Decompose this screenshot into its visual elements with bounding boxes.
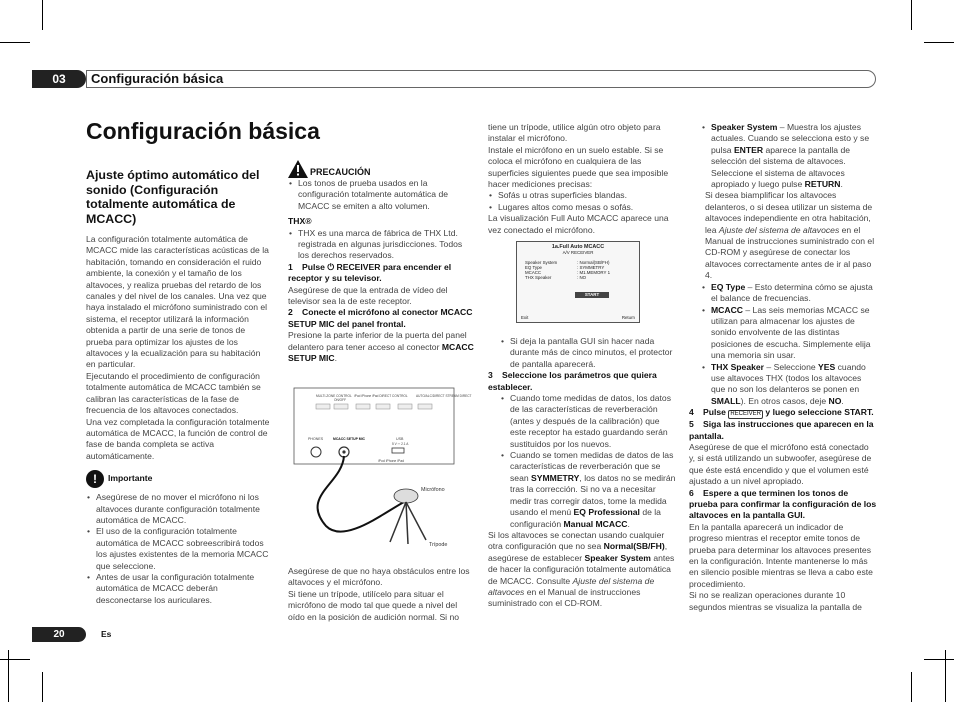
paragraph: Ejecutando el procedimiento de configuración totalmente automática de MCACC también se calibran las características de la fase de frecuencia de los altavoces conectados. bbox=[86, 370, 261, 416]
crop-mark bbox=[924, 659, 954, 660]
screen-row[interactable] bbox=[525, 275, 631, 280]
panel-button bbox=[316, 404, 330, 409]
panel-button bbox=[356, 404, 370, 409]
panel-button bbox=[376, 404, 390, 409]
crop-mark bbox=[0, 42, 30, 43]
text: – Muestra los ajustes actuales. Cuando se selecciona esto y se pulsa bbox=[711, 122, 870, 155]
column-3-bottom bbox=[488, 336, 678, 610]
receiver-button-icon: RECEIVER bbox=[730, 411, 762, 418]
row-value: : M1.MEMORY 1 bbox=[577, 270, 611, 276]
column-3 bbox=[488, 122, 678, 236]
step-text: Siga las instrucciones que aparecen en la pantalla. bbox=[689, 419, 874, 441]
crop-mark bbox=[8, 650, 9, 702]
warning-icon bbox=[288, 160, 308, 178]
column-2 bbox=[288, 160, 474, 365]
list-item bbox=[689, 362, 877, 408]
paragraph: Asegúrese de que la entrada de vídeo del televisor sea la de este receptor. bbox=[288, 284, 448, 307]
step-number: 2 bbox=[288, 307, 293, 318]
text: en el Manual de instrucciones suministrado con el CD-ROM y asegúrese de conectar los altavoces correctamente antes de ir al paso 4. bbox=[705, 224, 875, 281]
ipod-label: iPod iPhone iPad bbox=[378, 459, 405, 463]
column-2-bottom bbox=[288, 566, 474, 623]
paragraph bbox=[689, 190, 877, 281]
exit-label: Exit bbox=[521, 314, 529, 320]
section-heading: Ajuste óptimo automático del sonido (Configuración totalmente automática de MCACC) bbox=[86, 168, 260, 226]
crop-mark bbox=[0, 659, 30, 660]
panel-button bbox=[398, 404, 412, 409]
text: . bbox=[841, 395, 844, 406]
step-text: Seleccione los parámetros que quiera establecer. bbox=[488, 370, 657, 392]
step-2 bbox=[288, 307, 474, 330]
important-label: Importante bbox=[108, 473, 153, 484]
step-3 bbox=[488, 370, 678, 393]
paragraph: Asegúrese de que el micrófono está conectado y, si está utilizando un subwoofer, asegúrese de que éste está encendido y que el volumen esté ajustado a un nivel apropiado. bbox=[689, 441, 872, 487]
list-item: • Lugares altos como mesas o sofás. bbox=[488, 202, 678, 213]
usb-spec: 5 V ⎓ 2.1 A bbox=[392, 442, 409, 446]
bold-text: RETURN bbox=[804, 179, 841, 190]
panel-label: AUTO/ALC/DIRECT STREAM DIRECT bbox=[416, 394, 472, 398]
step-text: RECEIVER para encender el receptor y su televisor. bbox=[288, 261, 452, 284]
important-icon: ! bbox=[86, 470, 104, 488]
text: de la configuración bbox=[510, 507, 661, 529]
mic-callout: Micrófono bbox=[421, 487, 445, 493]
paragraph bbox=[288, 330, 474, 364]
panel-label: ON/OFF bbox=[334, 398, 347, 402]
step-text: Conecte el micrófono al conector MCACC SETUP MIC del panel frontal. bbox=[288, 307, 473, 329]
paragraph: La configuración totalmente automática de MCACC mide las características acústicas de la habitación, tomando en consideración el ruido ambiente, la conexión y el tamaño de los altavoces, y realiza pruebas del retardo de los canales y del nivel de los canales. Una vez que haya instalado el micrófono suministrado con el sistema, el receptor utilizará la información obtenida a partir de una serie de tonos de prueba para optimizar los ajustes de los altavoces y la ecualización para su habitación en particular. bbox=[86, 234, 269, 370]
list-item bbox=[689, 282, 877, 305]
text: Si desea biamplificar los altavoces delanteros, o si desea utilizar un sistema de altavoces independiente en otra habitación, lea bbox=[705, 190, 873, 235]
screen-rows bbox=[525, 260, 631, 281]
list-item: • Cuando tome medidas de datos, los datos de las características de reverberación (antes y después de la calibración) que este receptor ha estado guardando serán sustituidos por los nuevos. bbox=[488, 393, 678, 450]
italic-text: Ajuste del sistema de altavoces bbox=[718, 224, 840, 235]
chapter-badge: 03 bbox=[32, 70, 86, 88]
step-5 bbox=[689, 419, 877, 442]
crop-mark bbox=[911, 672, 912, 702]
tripod-leg bbox=[406, 502, 408, 544]
step-4 bbox=[689, 407, 877, 419]
page-title: Configuración básica bbox=[86, 118, 320, 144]
step-text: Espere a que terminen los tonos de prueba para confirmar la configuración de los altavoces en la pantalla GUI. bbox=[689, 487, 877, 521]
text: . bbox=[334, 353, 338, 364]
bold-text: NO bbox=[828, 395, 842, 406]
step-6 bbox=[689, 488, 877, 522]
bold-text: ENTER bbox=[733, 144, 764, 155]
power-icon: ⏻ bbox=[327, 261, 335, 272]
text: – Las seis memorias MCACC se utilizan para almacenar los ajustes de sonido envolvente de las distintas posiciones de escucha. Simplemente elija una memoria sin usar. bbox=[711, 304, 871, 361]
text: ). En otros casos, deje bbox=[740, 395, 827, 406]
list-item: • Sofás u otras superficies blandas. bbox=[488, 190, 678, 201]
bold-text: Speaker System bbox=[584, 552, 651, 563]
bold-text: SMALL bbox=[711, 395, 741, 406]
text: – Seleccione bbox=[766, 361, 816, 372]
step-number: 1 bbox=[288, 261, 293, 272]
paragraph: Si no se realizan operaciones durante 10 segundos mientras se visualiza la pantalla de bbox=[689, 590, 862, 612]
step-text: Pulse bbox=[302, 261, 325, 272]
crop-mark bbox=[911, 0, 912, 30]
paragraph: Instale el micrófono en un suelo estable. Si se coloca el micrófono en cualquiera de las superficies siguientes puede que sea imposible hacer mediciones precisas: bbox=[488, 144, 669, 190]
text: antes de hacer la configuración totalmente automática de MCACC. Consulte bbox=[488, 552, 675, 586]
list-item: • Los tonos de prueba usados en la configuración totalmente automática de MCACC se emiten a alto volumen. bbox=[288, 178, 474, 212]
step-number: 4 bbox=[689, 407, 694, 418]
bold-text: Manual MCACC bbox=[563, 518, 628, 529]
row-value: : SYMMETRY bbox=[577, 264, 605, 270]
bold-text: EQ Type bbox=[711, 281, 746, 292]
caution-heading bbox=[288, 160, 474, 178]
text: aparece la pantalla de selección del sistema de altavoces. Seleccione el sistema de altavoces apropiado y luego pulse bbox=[711, 144, 851, 190]
text: , los datos no se medirán tras la corrección. Si no va a necesitar medir tras corregir datos, tome la medida usando el menú bbox=[510, 472, 676, 518]
crop-mark bbox=[42, 672, 43, 702]
list-item: • El uso de la configuración totalmente automática de MCACC sobreescribirá todos los ajustes existentes de la memoria MCACC que seleccione. bbox=[86, 526, 272, 572]
start-button[interactable]: START bbox=[575, 292, 609, 298]
bold-text: SYMMETRY bbox=[531, 472, 580, 483]
bold-text: Speaker System bbox=[711, 122, 778, 132]
bold-text: Normal(SB/FH) bbox=[603, 541, 665, 552]
thx-heading: THX® bbox=[288, 216, 312, 227]
gui-screen bbox=[516, 241, 640, 323]
row-label: THX Speaker bbox=[525, 275, 552, 281]
column-1 bbox=[86, 168, 272, 606]
front-panel-figure bbox=[286, 384, 472, 548]
tripod-leg bbox=[406, 502, 426, 540]
text: – Esto determina cómo se ajusta el balance de frecuencias. bbox=[711, 281, 873, 304]
step-number: 3 bbox=[488, 370, 493, 381]
chapter-title: Configuración básica bbox=[86, 70, 876, 88]
list-item: • Antes de usar la configuración totalmente automática de MCACC deberán desconectarse los auriculares. bbox=[86, 572, 272, 606]
paragraph: Si tiene un trípode, utilícelo para situar el micrófono de modo tal que quede a nivel del oído en la posición de audición normal. Si no bbox=[288, 588, 460, 622]
usb-label: USB bbox=[396, 437, 404, 441]
text: Si los altavoces se conectan usando cualquier otra configuración que no sea bbox=[488, 529, 665, 552]
list-item: • THX es una marca de fábrica de THX Ltd. registrada en algunas jurisdicciones. Todos los derechos reservados. bbox=[288, 228, 474, 262]
step-number: 5 bbox=[689, 419, 694, 430]
mic-cable bbox=[318, 456, 404, 532]
crop-mark bbox=[945, 650, 946, 702]
text: , asegúrese de establecer bbox=[488, 541, 668, 563]
paragraph: En la pantalla aparecerá un indicador de progreso mientras el receptor emite tonos de prueba para determinar los altavoces presentes en la configuración. Intente mantenerse lo más en silencio posible mientras se lleva a cabo este procedimiento. bbox=[689, 521, 873, 589]
step-1 bbox=[288, 262, 474, 285]
list-item: • Si deja la pantalla GUI sin hacer nada durante más de cinco minutos, el protector de pantalla aparecerá. bbox=[488, 336, 678, 370]
text: cuando use altavoces THX (todos los altavoces que no son los delanteros se ponen en bbox=[711, 361, 866, 395]
caution-label: PRECAUCIÓN bbox=[310, 166, 371, 177]
bold-text: EQ Professional bbox=[573, 507, 640, 518]
paragraph: Una vez completada la configuración totalmente automática de MCACC, la función de control de fase de banda completa se activa automáticamente. bbox=[86, 416, 270, 461]
list-item bbox=[689, 305, 877, 362]
list-item bbox=[488, 450, 678, 530]
text: Cuando se tomen medidas de datos de las características de reverberación que se sean bbox=[510, 450, 674, 483]
screen-subtitle: A/V RECEIVER bbox=[562, 250, 594, 256]
step-text: Pulse bbox=[703, 407, 726, 418]
usb-port bbox=[392, 448, 404, 453]
text: . bbox=[840, 179, 843, 190]
row-value: : Normal(SB/FH) bbox=[577, 259, 610, 265]
text: Presione la parte inferior de la puerta del panel delantero para tener acceso al conector bbox=[288, 330, 467, 352]
language-code: Es bbox=[101, 629, 112, 639]
bold-text: THX Speaker bbox=[711, 361, 765, 372]
text: en el Manual de instrucciones suministrado con el CD-ROM. bbox=[488, 586, 641, 609]
mcacc-label: MCACC SETUP MIC bbox=[333, 437, 365, 441]
row-label: EQ Type bbox=[525, 264, 543, 270]
exit-button[interactable] bbox=[521, 315, 528, 320]
return-label: Return bbox=[621, 314, 635, 320]
panel-button bbox=[334, 404, 348, 409]
phones-label: PHONES bbox=[308, 437, 324, 441]
microphone bbox=[394, 489, 418, 503]
step-text: y luego seleccione START. bbox=[765, 407, 874, 418]
row-value: : NO bbox=[577, 275, 587, 281]
row-label: Speaker System bbox=[525, 259, 558, 265]
list-item bbox=[689, 122, 877, 190]
crop-mark bbox=[42, 0, 43, 30]
tripod-callout: Trípode bbox=[429, 542, 448, 548]
text: . bbox=[627, 518, 630, 529]
important-heading bbox=[86, 470, 272, 488]
row-label: MCACC bbox=[525, 270, 542, 276]
panel-label: MULTI-ZONE CONTROL bbox=[316, 394, 352, 398]
mic-jack-center bbox=[342, 450, 345, 453]
paragraph: La visualización Full Auto MCACC aparece una vez conectado el micrófono. bbox=[488, 213, 669, 235]
return-button[interactable] bbox=[622, 315, 635, 320]
step-number: 6 bbox=[689, 487, 694, 498]
page-number: 20 bbox=[32, 627, 86, 642]
list-item: • Asegúrese de no mover el micrófono ni los altavoces durante configuración totalmente automática de MCACC. bbox=[86, 492, 272, 526]
phones-jack bbox=[311, 447, 321, 457]
crop-mark bbox=[924, 42, 954, 43]
column-4 bbox=[689, 122, 877, 613]
paragraph bbox=[488, 530, 678, 610]
paragraph: tiene un trípode, utilice algún otro objeto para instalar el micrófono. bbox=[488, 122, 661, 144]
italic-text: Ajuste del sistema de altavoces bbox=[488, 575, 655, 597]
bold-text: YES bbox=[818, 361, 836, 372]
bold-text: MCACC bbox=[711, 304, 743, 315]
bold-text: MCACC SETUP MIC bbox=[288, 341, 474, 364]
screen-title: 1a.Full Auto MCACC bbox=[551, 244, 605, 250]
paragraph: Asegúrese de que no haya obstáculos entre los altavoces y el micrófono. bbox=[288, 566, 470, 588]
panel-button bbox=[418, 404, 432, 409]
panel-label: iPod iPhone iPad DIRECT CONTROL bbox=[354, 394, 408, 398]
